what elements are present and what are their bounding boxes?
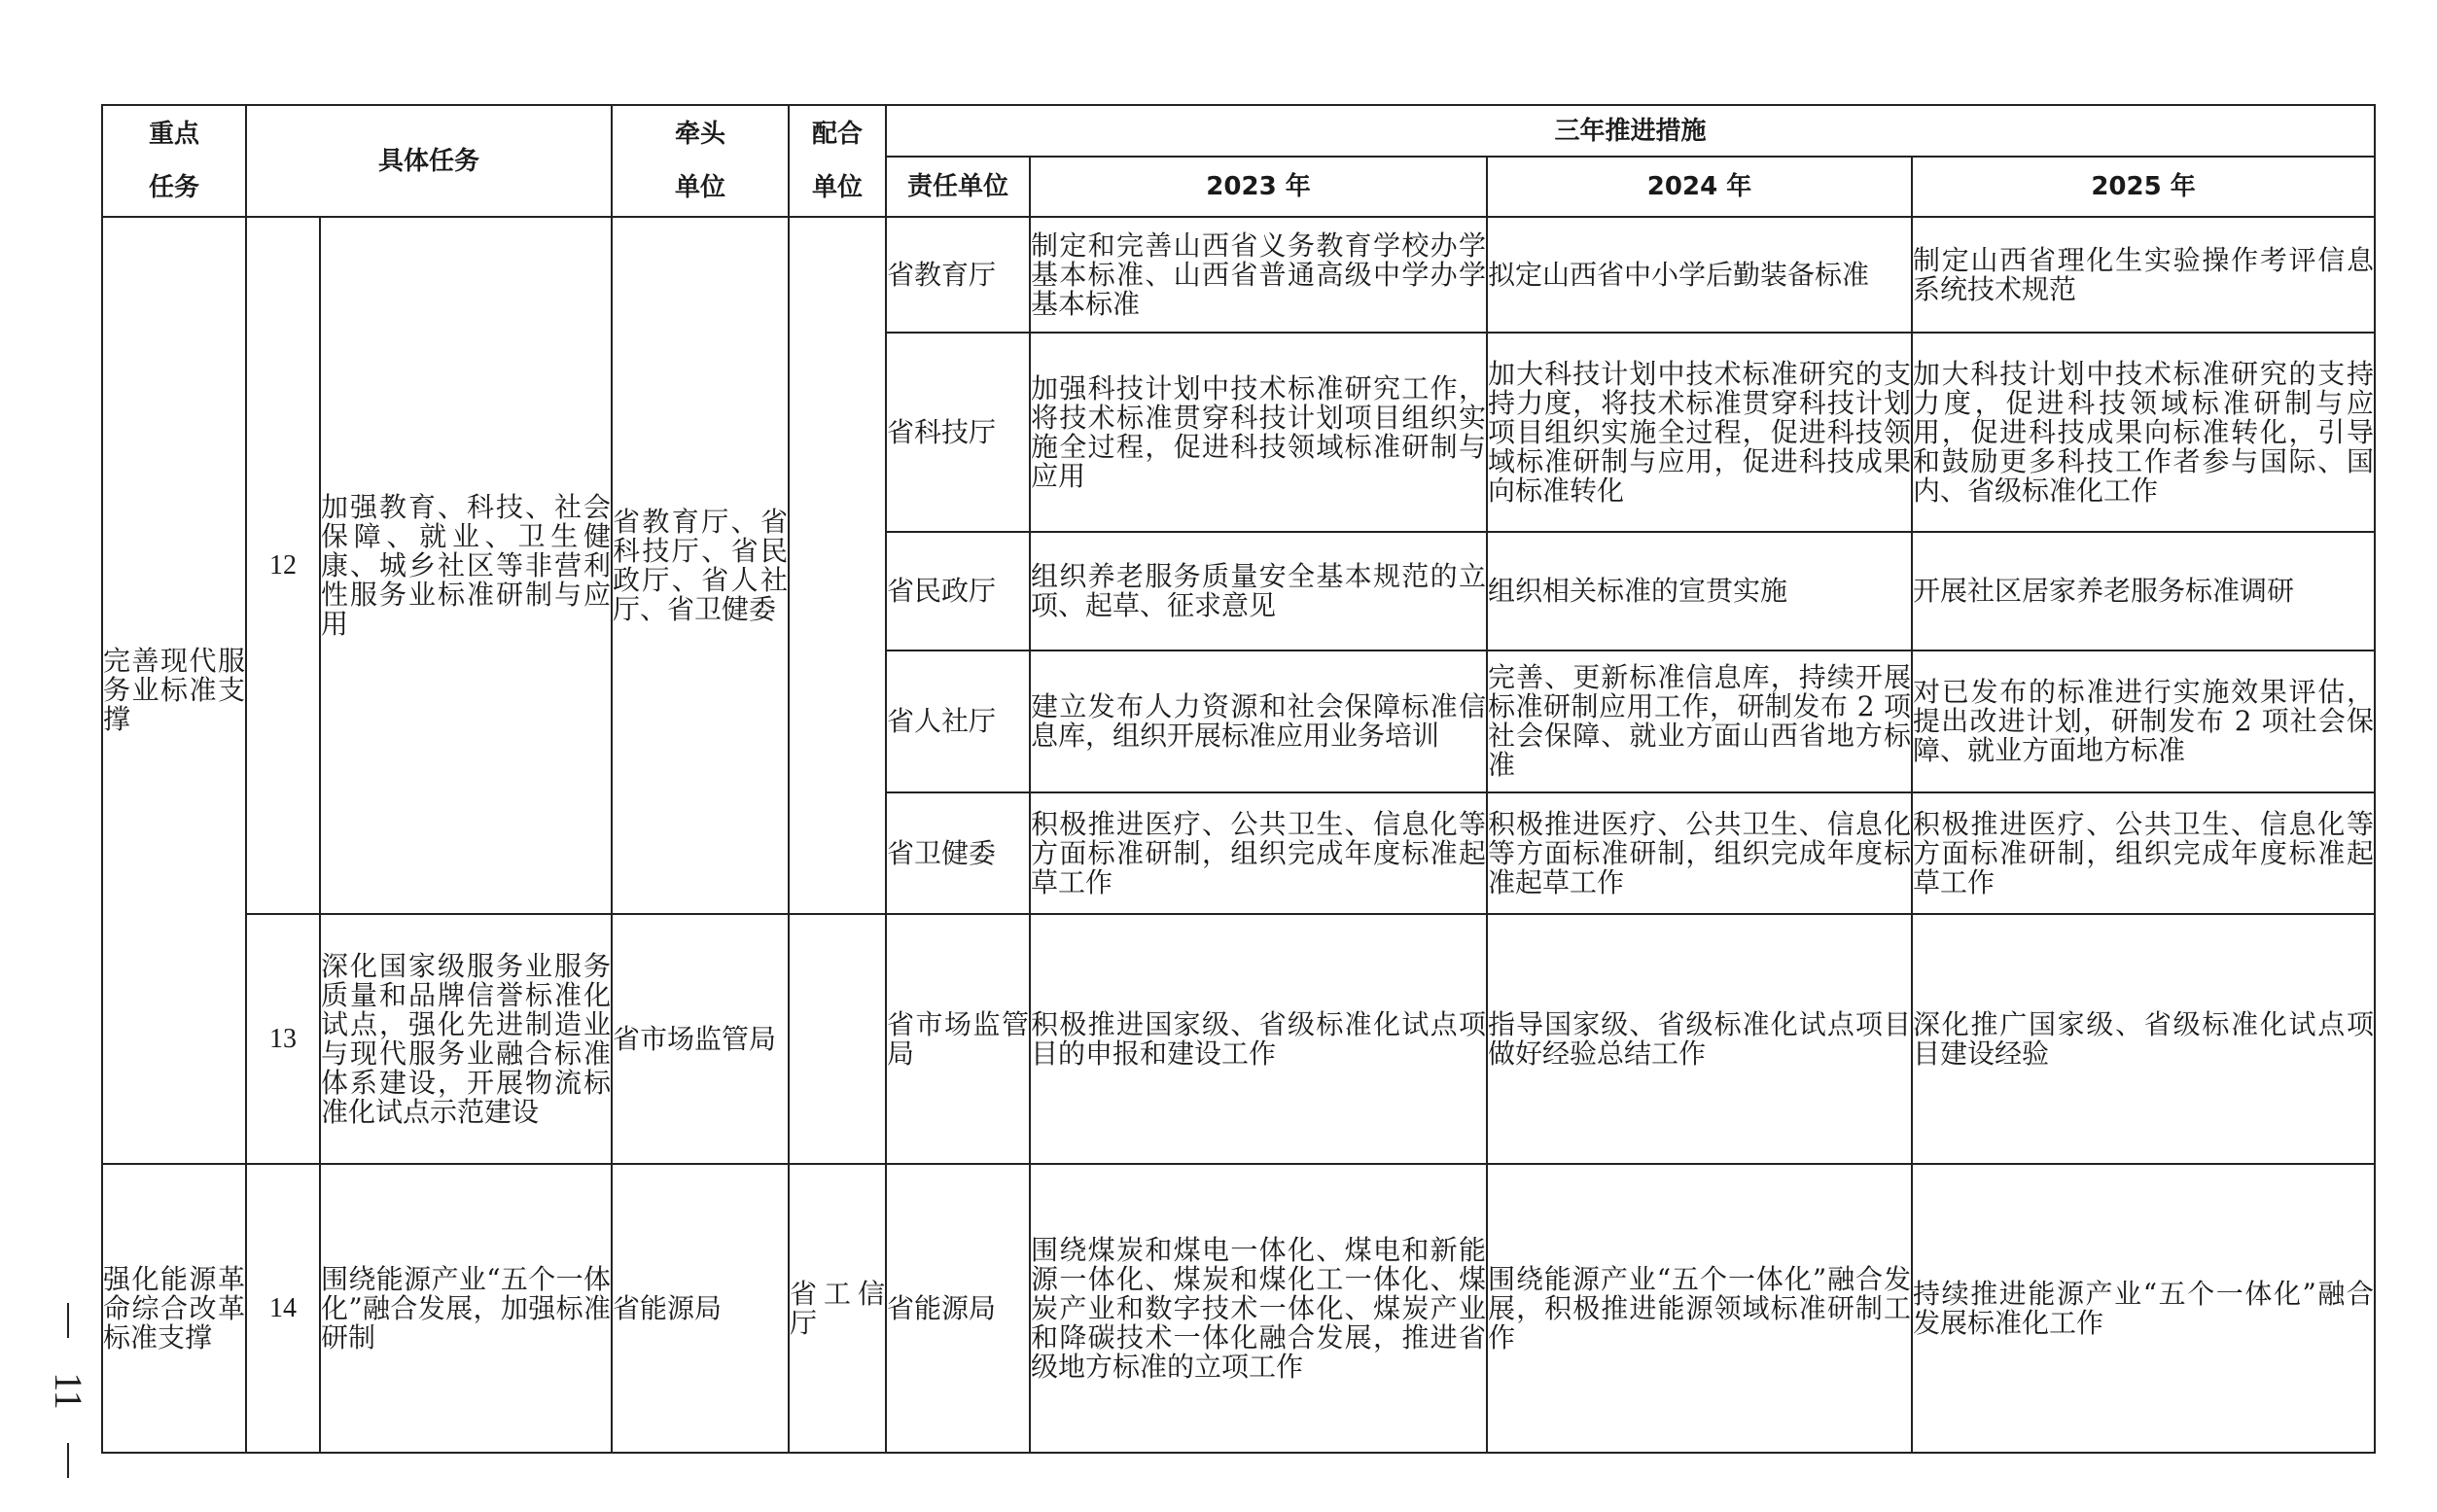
measure-2025: 对已发布的标准进行实施效果评估，提出改进计划，研制发布 2 项社会保障、就业方面地方标准 xyxy=(1912,651,2375,792)
task-description: 加强教育、科技、社会保障、就业、卫生健康、城乡社区等非营利性服务业标准研制与应用 xyxy=(320,217,612,914)
task-number: 14 xyxy=(246,1164,320,1453)
lead-unit-cell: 省教育厅、省科技厅、省民政厅、省人社厅、省卫健委 xyxy=(612,217,789,914)
measure-2025: 开展社区居家养老服务标准调研 xyxy=(1912,532,2375,651)
table-row xyxy=(102,914,2375,1164)
measure-2024: 拟定山西省中小学后勤装备标准 xyxy=(1487,217,1912,333)
coop-unit-cell xyxy=(789,914,886,1164)
header-coop-unit: 配合 单位 xyxy=(789,105,886,217)
measure-2024: 围绕能源产业“五个一体化”融合发展，积极推进能源领域标准研制工作 xyxy=(1487,1164,1912,1453)
header-key-task: 重点 任务 xyxy=(102,105,246,217)
coop-unit-cell: 省工信厅 xyxy=(789,1164,886,1453)
responsible-unit: 省人社厅 xyxy=(886,651,1030,792)
lead-unit-cell: 省能源局 xyxy=(612,1164,789,1453)
key-task-cell: 强化能源革命综合改革标准支撑 xyxy=(102,1164,246,1453)
measure-2025: 积极推进医疗、公共卫生、信息化等方面标准研制，组织完成年度标准起草工作 xyxy=(1912,792,2375,914)
header-2023: 2023 年 xyxy=(1030,157,1487,217)
responsible-unit: 省能源局 xyxy=(886,1164,1030,1453)
responsible-unit: 省卫健委 xyxy=(886,792,1030,914)
responsible-unit: 省教育厅 xyxy=(886,217,1030,333)
measure-2023: 组织养老服务质量安全基本规范的立项、起草、征求意见 xyxy=(1030,532,1487,651)
header-three-year: 三年推进措施 xyxy=(886,105,2375,157)
measure-2024: 指导国家级、省级标准化试点项目做好经验总结工作 xyxy=(1487,914,1912,1164)
measure-2025: 持续推进能源产业“五个一体化”融合发展标准化工作 xyxy=(1912,1164,2375,1453)
task-description: 深化国家级服务业服务质量和品牌信誉标准化试点，强化先进制造业与现代服务业融合标准体系建设，开展物流标准化试点示范建设 xyxy=(320,914,612,1164)
header-responsible: 责任单位 xyxy=(886,157,1030,217)
lead-unit-cell: 省市场监管局 xyxy=(612,914,789,1164)
measure-2023: 加强科技计划中技术标准研究工作，将技术标准贯穿科技计划项目组织实施全过程，促进科技领域标准研制与应用 xyxy=(1030,333,1487,532)
measure-2025: 加大科技计划中技术标准研究的支持力度，促进科技领域标准研制与应用，促进科技成果向标准转化，引导和鼓励更多科技工作者参与国际、国内、省级标准化工作 xyxy=(1912,333,2375,532)
responsible-unit: 省科技厅 xyxy=(886,333,1030,532)
task-description: 围绕能源产业“五个一体化”融合发展，加强标准研制 xyxy=(320,1164,612,1453)
page-number-dash-bottom xyxy=(67,1443,69,1478)
measure-2024: 完善、更新标准信息库，持续开展标准研制应用工作，研制发布 2 项社会保障、就业方面山西省地方标准 xyxy=(1487,651,1912,792)
header-2024: 2024 年 xyxy=(1487,157,1912,217)
header-specific-task: 具体任务 xyxy=(246,105,612,217)
header-2025: 2025 年 xyxy=(1912,157,2375,217)
key-task-cell: 完善现代服务业标准支撑 xyxy=(102,217,246,1164)
measure-2024: 加大科技计划中技术标准研究的支持力度，将技术标准贯穿科技计划项目组织实施全过程，促进科技领域标准研制与应用，促进科技成果向标准转化 xyxy=(1487,333,1912,532)
measure-2023: 建立发布人力资源和社会保障标准信息库，组织开展标准应用业务培训 xyxy=(1030,651,1487,792)
task-number: 13 xyxy=(246,914,320,1164)
page-number xyxy=(46,1303,90,1478)
measure-2024: 组织相关标准的宣贯实施 xyxy=(1487,532,1912,651)
measure-2023: 积极推进国家级、省级标准化试点项目的申报和建设工作 xyxy=(1030,914,1487,1164)
measure-2024: 积极推进医疗、公共卫生、信息化等方面标准研制，组织完成年度标准起草工作 xyxy=(1487,792,1912,914)
header-lead-unit: 牵头 单位 xyxy=(612,105,789,217)
table-row xyxy=(102,1164,2375,1453)
table-row xyxy=(102,217,2375,333)
measure-2025: 制定山西省理化生实验操作考评信息系统技术规范 xyxy=(1912,217,2375,333)
measure-2023: 制定和完善山西省义务教育学校办学基本标准、山西省普通高级中学办学基本标准 xyxy=(1030,217,1487,333)
responsible-unit: 省民政厅 xyxy=(886,532,1030,651)
measure-2023: 积极推进医疗、公共卫生、信息化等方面标准研制，组织完成年度标准起草工作 xyxy=(1030,792,1487,914)
page-number-dash-top xyxy=(67,1303,69,1338)
page-number-text: 11 xyxy=(46,1371,90,1410)
responsible-unit: 省市场监管局 xyxy=(886,914,1030,1164)
measure-2025: 深化推广国家级、省级标准化试点项目建设经验 xyxy=(1912,914,2375,1164)
task-number: 12 xyxy=(246,217,320,914)
measures-table xyxy=(101,104,2376,1454)
measure-2023: 围绕煤炭和煤电一体化、煤电和新能源一体化、煤炭和煤化工一体化、煤炭产业和数字技术一体化、煤炭产业和降碳技术一体化融合发展，推进省级地方标准的立项工作 xyxy=(1030,1164,1487,1453)
coop-unit-cell xyxy=(789,217,886,914)
